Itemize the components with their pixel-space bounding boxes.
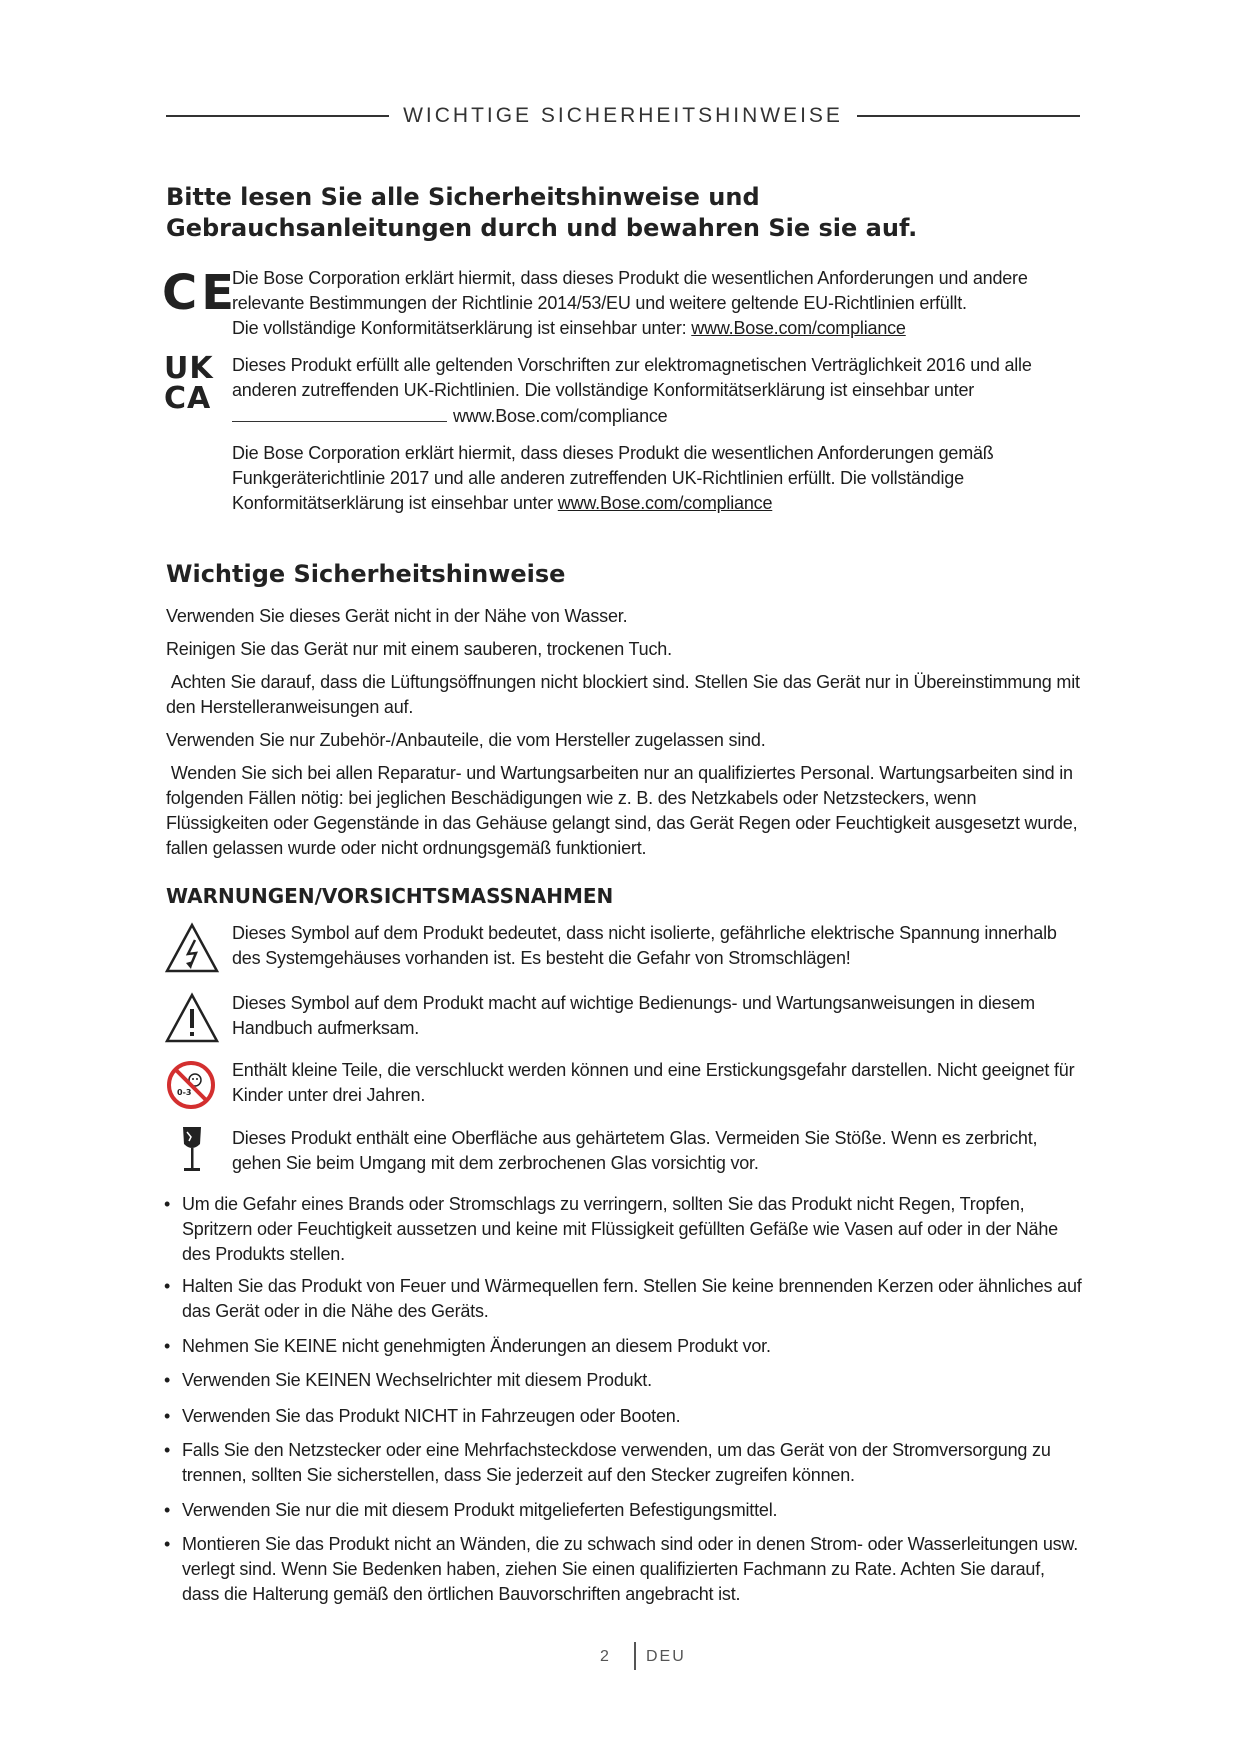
ukca-compliance-link[interactable]: www.Bose.com/compliance bbox=[453, 406, 668, 426]
bullet-dot: • bbox=[164, 1336, 171, 1356]
ce-compliance-link[interactable]: www.Bose.com/compliance bbox=[691, 318, 906, 338]
page-footer bbox=[600, 1640, 720, 1674]
safety-item: Verwenden Sie nur Zubehör-/Anbauteile, die vom Hersteller zugelassen sind. bbox=[166, 730, 766, 750]
exclamation-warning-icon bbox=[164, 992, 220, 1044]
ukca-radio-line-3-text: Konformitätserklärung ist einsehbar unter bbox=[232, 493, 558, 513]
ukca-radio-declaration bbox=[232, 441, 1092, 516]
warning-bullet-text: Verwenden Sie KEINEN Wechselrichter mit diesem Produkt. bbox=[182, 1370, 652, 1390]
ce-line-1: Die Bose Corporation erklärt hiermit, dass dieses Produkt die wesentlichen Anforderungen und andere bbox=[232, 268, 1028, 288]
warning-bullet bbox=[164, 1274, 1084, 1324]
ce-mark-icon bbox=[162, 265, 239, 321]
header-rule-left bbox=[166, 115, 389, 117]
warning-bullet-text: Halten Sie das Produkt von Feuer und Wärmequellen fern. Stellen Sie keine brennenden Kerzen oder ähnliches auf das Gerät oder in die Nähe des Geräts. bbox=[182, 1276, 1082, 1321]
ce-mark-text: CE bbox=[162, 265, 239, 321]
broken-glass-text: Dieses Produkt enthält eine Oberfläche aus gehärtetem Glas. Vermeiden Sie Stöße. Wenn es zerbricht, gehen Sie beim Umgang mit dem zerbrochenen Glas vorsichtig vor. bbox=[232, 1128, 1038, 1173]
bullet-dot: • bbox=[164, 1276, 171, 1296]
ce-line-3-text: Die vollständige Konformitätserklärung ist einsehbar unter: bbox=[232, 318, 692, 338]
ce-line-2: relevante Bestimmungen der Richtlinie 2014/53/EU und weitere geltende EU-Richtlinien erfüllt. bbox=[232, 293, 967, 313]
header-rule-right bbox=[857, 115, 1080, 117]
broken-glass-icon bbox=[178, 1124, 206, 1176]
blank-underline bbox=[232, 403, 447, 422]
ukca-declaration bbox=[232, 353, 1092, 429]
warning-bullet bbox=[164, 1404, 1084, 1429]
ukca-line-1: Dieses Produkt erfüllt alle geltenden Vorschriften zur elektromagnetischen Verträglichkeit 2016 und alle bbox=[232, 355, 1032, 375]
ukca-radio-line-1: Die Bose Corporation erklärt hiermit, dass dieses Produkt die wesentlichen Anforderungen gemäß bbox=[232, 443, 994, 463]
bullet-dot: • bbox=[164, 1370, 171, 1390]
ukca-radio-line-3 bbox=[232, 491, 1092, 516]
ukca-radio-compliance-link[interactable]: www.Bose.com/compliance bbox=[557, 493, 773, 513]
exclamation-warning-text: Dieses Symbol auf dem Produkt macht auf wichtige Bedienungs- und Wartungsanweisungen in diesem Handbuch aufmerksam. bbox=[232, 993, 1035, 1038]
ukca-mark-icon bbox=[164, 351, 224, 416]
bullet-dot: • bbox=[164, 1194, 171, 1214]
page-number: 2 bbox=[600, 1648, 609, 1665]
lightning-warning-icon bbox=[164, 922, 220, 974]
warning-bullet-text: Verwenden Sie das Produkt NICHT in Fahrzeugen oder Booten. bbox=[182, 1406, 681, 1426]
ukca-radio-line-2: Funkgeräterichtlinie 2017 und alle anderen zutreffenden UK-Richtlinien erfüllt. Die vollständige bbox=[232, 468, 964, 488]
header-title: WICHTIGE SICHERHEITSHINWEISE bbox=[403, 104, 843, 127]
safety-item: Reinigen Sie das Gerät nur mit einem sauberen, trockenen Tuch. bbox=[166, 639, 672, 659]
warning-bullet bbox=[164, 1334, 1084, 1359]
warning-bullet bbox=[164, 1368, 1084, 1393]
warning-bullet-text: Verwenden Sie nur die mit diesem Produkt mitgelieferten Befestigungsmittel. bbox=[182, 1500, 778, 1520]
bullet-dot: • bbox=[164, 1534, 171, 1554]
warning-bullet bbox=[164, 1498, 1084, 1523]
bullet-dot: • bbox=[164, 1500, 171, 1520]
safety-item: Verwenden Sie dieses Gerät nicht in der Nähe von Wasser. bbox=[166, 606, 628, 626]
language-code: DEU bbox=[646, 1648, 686, 1665]
intro-heading: Bitte lesen Sie alle Sicherheitshinweise und Gebrauchsanleitungen durch und bewahren Sie sie auf. bbox=[166, 183, 918, 242]
safety-item: Achten Sie darauf, dass die Lüftungsöffnungen nicht blockiert sind. Stellen Sie das Gerät nur in Übereinstimmung mit den Herstelleranweisungen auf. bbox=[166, 672, 1085, 717]
ukca-line-3 bbox=[232, 403, 1092, 429]
small-parts-icon bbox=[166, 1060, 216, 1110]
ce-declaration bbox=[232, 266, 1092, 341]
footer-separator bbox=[634, 1642, 636, 1670]
warning-bullet-text: Um die Gefahr eines Brands oder Stromschlags zu verringern, sollten Sie das Produkt nicht Regen, Tropfen, Spritzern oder Feuchtigkeit aussetzen und keine mit Flüssigkeit gefüllten Gefäße wie Vasen auf oder in der Nähe des Produkts stellen. bbox=[182, 1194, 1058, 1264]
page-header bbox=[166, 102, 1080, 130]
ukca-mark-line-2: CA bbox=[164, 381, 212, 416]
ukca-line-2: anderen zutreffenden UK-Richtlinien. Die vollständige Konformitätserklärung ist einsehbar unter bbox=[232, 380, 975, 400]
small-parts-age-label: 0-3 bbox=[177, 1088, 192, 1097]
bullet-dot: • bbox=[164, 1440, 171, 1460]
warning-bullet bbox=[164, 1192, 1084, 1267]
ce-line-3 bbox=[232, 316, 1092, 341]
warning-bullet bbox=[164, 1438, 1084, 1488]
warnings-heading: WARNUNGEN/VORSICHTSMASSNAHMEN bbox=[166, 884, 614, 908]
safety-list bbox=[166, 604, 1085, 861]
lightning-warning-text: Dieses Symbol auf dem Produkt bedeutet, dass nicht isolierte, gefährliche elektrische Spannung innerhalb des Systemgehäuses vorhanden ist. Es besteht die Gefahr von Stromschlägen! bbox=[232, 923, 1057, 968]
ukca-mark-line-1: UK bbox=[164, 351, 214, 386]
warning-bullet-text: Nehmen Sie KEINE nicht genehmigten Änderungen an diesem Produkt vor. bbox=[182, 1336, 771, 1356]
warning-bullet-text: Montieren Sie das Produkt nicht an Wänden, die zu schwach sind oder in denen Strom- oder Wasserleitungen usw. verlegt sind. Wenn Sie Bedenken haben, ziehen Sie einen qualifizierten Fachmann zu Rate. Achten Sie darauf, dass die Halterung gemäß den örtlichen Bauvorschriften angebracht ist. bbox=[182, 1534, 1079, 1604]
small-parts-text: Enthält kleine Teile, die verschluckt werden können und eine Erstickungsgefahr darstellen. Nicht geeignet für Kinder unter drei Jahren. bbox=[232, 1060, 1075, 1105]
safety-heading: Wichtige Sicherheitshinweise bbox=[166, 560, 566, 588]
bullet-dot: • bbox=[164, 1406, 171, 1426]
safety-item: Wenden Sie sich bei allen Reparatur- und Wartungsarbeiten nur an qualifiziertes Personal. Wartungsarbeiten sind in folgenden Fällen nötig: bei jeglichen Beschädigungen wie z. B. des Netzkabels oder Netzsteckers, wenn Flüssigkeiten oder Gegenstände in das Gehäuse gelangt sind, das Gerät Regen oder Feuchtigkeit ausgesetzt wurde, fallen gelassen wurde oder nicht ordnungsgemäß funktioniert. bbox=[166, 763, 1083, 858]
warning-bullet bbox=[164, 1532, 1084, 1607]
warning-bullet-text: Falls Sie den Netzstecker oder eine Mehrfachsteckdose verwenden, um das Gerät von der Stromversorgung zu trennen, sollten Sie sicherstellen, dass Sie jederzeit auf den Stecker zugreifen können. bbox=[182, 1440, 1051, 1485]
